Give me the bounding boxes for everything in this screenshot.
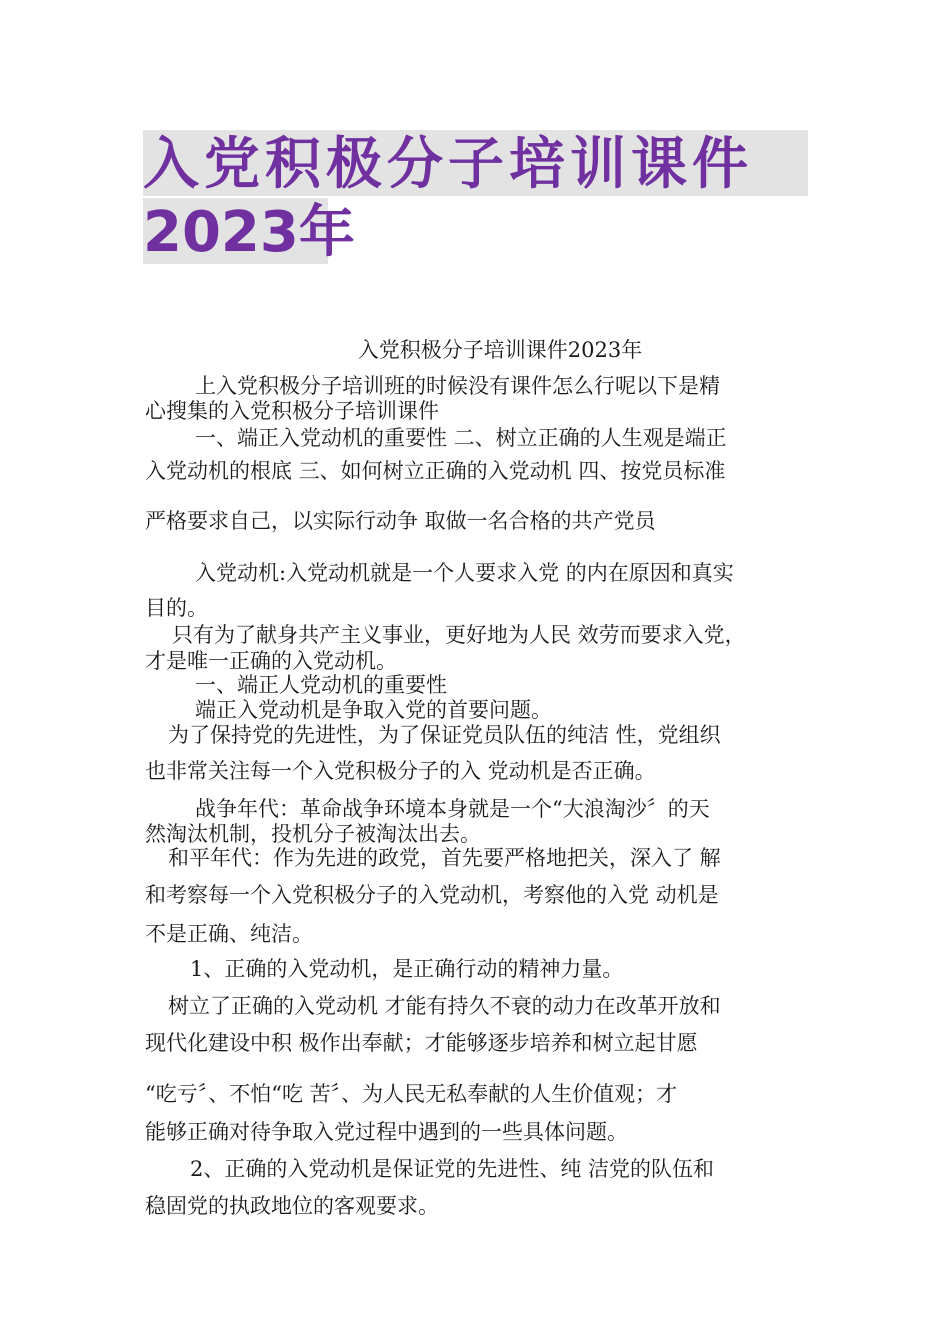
paragraph-line: 也非常关注每一个入党积极分子的入 党动机是否正确。 [145, 759, 656, 783]
paragraph-line: 现代化建设中积 极作出奉献；才能够逐步培养和树立起甘愿 [145, 1031, 698, 1055]
paragraph-line: 一、端正入党动机的重要性 二、树立正确的人生观是端正 [195, 426, 727, 450]
paragraph-line: 为了保持党的先进性，为了保证党员队伍的纯洁 性，党组织 [168, 723, 721, 747]
paragraph-line: 能够正确对待争取入党过程中遇到的一些具体问题。 [145, 1120, 628, 1144]
paragraph-line: “吃亏〞、不怕“吃 苦〞、为人民无私奉献的人生价值观；才 [145, 1082, 678, 1106]
document-subtitle: 入党积极分子培训课件2023年 [357, 338, 643, 362]
paragraph-line: 和平年代：作为先进的政党，首先要严格地把关，深入了 解 [168, 846, 721, 870]
paragraph-line: 心搜集的入党积极分子培训课件 [145, 399, 439, 423]
paragraph-line: 入党动机的根底 三、如何树立正确的入党动机 四、按党员标准 [145, 459, 726, 483]
paragraph-line: 才是唯一正确的入党动机。 [145, 649, 397, 673]
paragraph-line: 上入党积极分子培训班的时候没有课件怎么行呢以下是精 [195, 374, 720, 398]
paragraph-line: 战争年代：革命战争环境本身就是一个“大浪淘沙〞的天 [195, 797, 710, 821]
paragraph-line: 2、正确的入党动机是保证党的先进性、纯 洁党的队伍和 [190, 1157, 715, 1181]
paragraph-line: 严格要求自己，以实际行动争 取做一名合格的共产党员 [145, 509, 656, 533]
paragraph-line: 1、正确的入党动机，是正确行动的精神力量。 [190, 957, 624, 981]
paragraph-line: 然淘汰机制，投机分子被淘汰出去。 [145, 822, 481, 846]
paragraph-line: 目的。 [145, 596, 208, 620]
paragraph-line: 和考察每一个入党积极分子的入党动机，考察他的入党 动机是 [145, 883, 719, 907]
paragraph-line: 入党动机:入党动机就是一个人要求入党 的内在原因和真实 [195, 561, 734, 585]
paragraph-line: 只有为了献身共产主义事业，更好地为人民 效劳而要求入党， [172, 623, 746, 647]
section-heading: 一、端正人党动机的重要性 [195, 673, 447, 697]
paragraph-line: 端正入党动机是争取入党的首要问题。 [195, 698, 552, 722]
document-title-line-2: 2023年 [143, 200, 355, 265]
paragraph-line: 不是正确、纯洁。 [145, 922, 313, 946]
document-title-line-1: 入党积极分子培训课件 [143, 130, 808, 196]
paragraph-line: 稳固党的执政地位的客观要求。 [145, 1194, 439, 1218]
paragraph-line: 树立了正确的入党动机 才能有持久不衰的动力在改革开放和 [168, 994, 721, 1018]
